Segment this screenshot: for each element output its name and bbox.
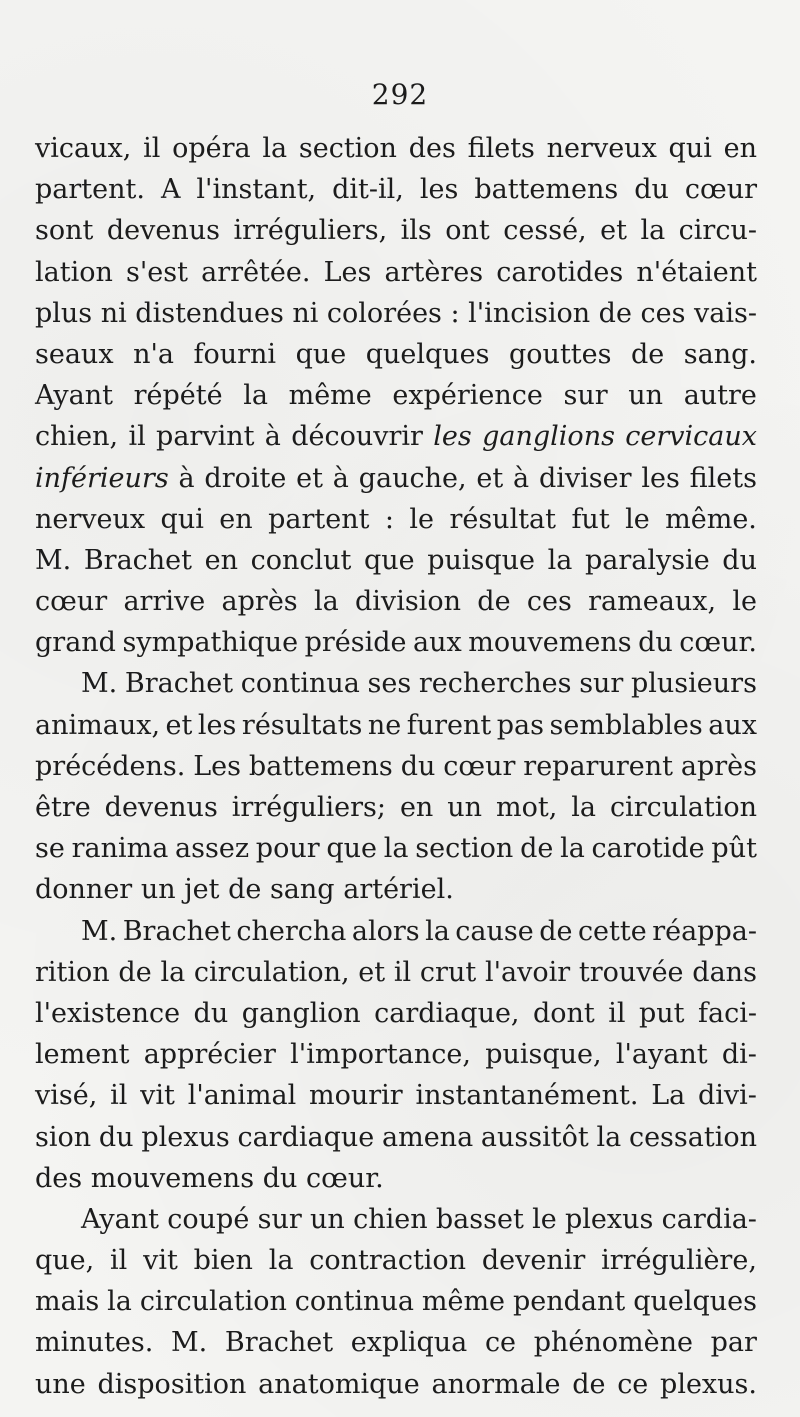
word: plexus: [141, 1121, 230, 1153]
word: et: [165, 709, 193, 741]
word: il: [128, 421, 146, 453]
word: jet: [184, 874, 220, 906]
word: basset: [435, 1203, 524, 1235]
word: du: [98, 1121, 134, 1153]
word: dans: [692, 956, 757, 988]
word: mouvemens: [90, 1162, 255, 1194]
word: division: [355, 586, 461, 618]
word: irrégulière,: [601, 1245, 757, 1277]
text-line: [35, 252, 757, 293]
word: M.: [35, 544, 72, 576]
word: la: [313, 586, 339, 618]
word: l'avoir: [484, 956, 571, 988]
text-line: [35, 1158, 757, 1199]
word: sympathique: [122, 627, 299, 659]
word: trouvée: [578, 956, 684, 988]
word: chien: [353, 1203, 428, 1235]
word: cessation: [628, 1121, 757, 1153]
word: cardiaque: [237, 1121, 375, 1153]
word: en: [204, 544, 238, 576]
word: fut: [571, 503, 610, 535]
word: plexus.: [660, 1368, 757, 1400]
word: réappa-: [652, 915, 757, 947]
word: A: [160, 174, 181, 206]
word: battemens: [248, 750, 393, 782]
word: cette: [577, 915, 647, 947]
word: n'a: [133, 338, 174, 370]
body-text: [35, 128, 757, 1405]
word: colorées: [326, 297, 442, 329]
word: cessé,: [503, 215, 587, 247]
word: et: [476, 462, 504, 494]
word: de: [228, 874, 262, 906]
word: la: [268, 1245, 294, 1277]
word: que,: [35, 1245, 95, 1277]
word: en: [399, 792, 434, 823]
word: la: [425, 915, 450, 947]
word: sang: [269, 874, 335, 906]
word: puisque: [427, 544, 536, 576]
word: ce: [484, 1327, 517, 1359]
word: chercha: [236, 915, 347, 947]
word: dont: [533, 997, 595, 1029]
word: la: [160, 956, 186, 988]
word: irréguliers,: [233, 215, 388, 247]
word: plusieurs: [631, 668, 757, 700]
text-line: [35, 622, 757, 663]
word: anatomique: [258, 1368, 420, 1400]
word: de: [477, 586, 511, 618]
word: apprécier: [143, 1039, 276, 1071]
word: sang.: [683, 338, 757, 370]
word: plexus: [565, 1203, 654, 1235]
word: semblables: [549, 709, 703, 741]
word: résultats: [241, 709, 363, 741]
word: cœur.: [679, 627, 757, 659]
text-line: [35, 1240, 757, 1281]
word: ni: [100, 297, 127, 329]
word: autre: [683, 380, 757, 412]
word: donner: [35, 874, 133, 906]
word: lement: [35, 1039, 130, 1071]
word: filets: [467, 133, 535, 164]
word: crut: [419, 956, 477, 988]
word: amena: [382, 1121, 474, 1153]
word: chien,: [35, 421, 119, 453]
word: faci-: [698, 997, 757, 1029]
word: découvrir: [291, 421, 423, 453]
word: circulation: [609, 792, 757, 823]
word: vais-: [693, 297, 757, 329]
word: rameaux,: [588, 586, 717, 618]
word: cardiaque,: [374, 997, 520, 1029]
text-line: [35, 499, 757, 540]
word: expliqua: [350, 1327, 468, 1359]
word: :: [384, 503, 394, 535]
text-line: [35, 128, 757, 169]
word: la: [262, 133, 288, 164]
word: les: [433, 421, 472, 453]
word: ces: [640, 297, 686, 329]
word: ce: [617, 1368, 649, 1400]
word: des: [35, 1162, 83, 1194]
word: Les: [323, 256, 372, 288]
word: même: [421, 1286, 506, 1318]
word: la: [107, 1286, 132, 1318]
word: les: [197, 709, 237, 741]
word: de: [118, 956, 152, 988]
text-line: [35, 1199, 757, 1240]
word: circu-: [678, 215, 757, 247]
word: de: [539, 915, 573, 947]
word: à: [178, 462, 195, 494]
word: cœur.: [306, 1162, 384, 1194]
word: section: [415, 833, 514, 865]
text-line: [35, 581, 757, 622]
word: aux: [708, 709, 757, 741]
word: ses: [367, 668, 412, 700]
word: une: [35, 1368, 86, 1400]
word: préside: [304, 627, 407, 659]
word: après: [221, 586, 298, 618]
word: après: [680, 750, 757, 782]
text-line: [35, 1322, 757, 1363]
word: il: [110, 1245, 128, 1277]
text-line: [35, 334, 757, 375]
word: artériel.: [343, 874, 454, 906]
word: rition: [35, 956, 110, 988]
word: à: [264, 421, 281, 453]
word: le: [625, 503, 650, 535]
word: cœur: [684, 174, 757, 206]
text-line: [35, 746, 757, 787]
word: minutes.: [35, 1327, 154, 1359]
word: recherches: [418, 668, 572, 700]
word: la: [640, 215, 666, 247]
word: M.: [81, 668, 118, 700]
word: répété: [133, 380, 223, 412]
word: de: [572, 1368, 606, 1400]
word: continua: [240, 668, 360, 700]
word: ganglion: [241, 997, 361, 1029]
word: visé,: [35, 1080, 98, 1112]
word: pas: [496, 709, 545, 741]
word: nerveux: [35, 503, 146, 535]
word: circulation: [139, 1286, 287, 1318]
word: ganglions: [482, 421, 615, 453]
word: disposition: [97, 1368, 247, 1400]
word: grand: [35, 627, 116, 659]
word: il: [393, 956, 412, 988]
word: s'est: [126, 256, 188, 288]
word: M.: [170, 1327, 208, 1359]
text-line: [35, 1075, 757, 1116]
word: mot,: [496, 792, 558, 823]
word: circulation,: [193, 956, 350, 988]
word: Brachet: [124, 668, 234, 700]
word: à: [513, 462, 530, 494]
word: cardia-: [661, 1203, 757, 1235]
word: ils: [400, 215, 432, 247]
word: de: [520, 833, 554, 865]
text-line: [35, 1034, 757, 1075]
word: sont: [35, 215, 94, 247]
text-line: [35, 293, 757, 334]
word: la: [243, 380, 268, 412]
word: ne: [367, 709, 402, 741]
word: les: [641, 462, 680, 494]
text-line: [35, 458, 757, 499]
word: battemens: [474, 174, 619, 206]
word: seaux: [35, 338, 114, 370]
word: irréguliers;: [231, 792, 386, 823]
word: le: [532, 1203, 557, 1235]
word: nerveux: [546, 133, 657, 164]
word: Brachet: [224, 1327, 334, 1359]
word: l'existence: [35, 997, 181, 1029]
text-line: [35, 869, 757, 910]
word: il: [143, 133, 161, 164]
word: cœur: [443, 750, 516, 782]
word: Brachet: [122, 915, 231, 947]
word: aussitôt: [480, 1121, 589, 1153]
word: ni: [292, 297, 319, 329]
word: reparurent: [523, 750, 673, 782]
word: quelques: [633, 1286, 757, 1318]
word: par: [710, 1327, 757, 1359]
word: carotides: [496, 256, 624, 288]
word: parvint: [156, 421, 255, 453]
word: qui: [160, 503, 204, 535]
word: phénomène: [533, 1327, 693, 1359]
word: anormale: [431, 1368, 561, 1400]
word: diviser: [538, 462, 632, 494]
word: l'ayant: [615, 1039, 708, 1071]
word: instantanément.: [415, 1080, 639, 1112]
word: devenir: [481, 1245, 586, 1277]
word: qui: [668, 133, 712, 164]
word: un: [310, 1203, 345, 1235]
word: pour: [255, 833, 320, 865]
word: du: [634, 174, 669, 206]
word: put: [639, 997, 685, 1029]
word: du: [193, 997, 229, 1029]
word: section: [298, 133, 397, 164]
word: des: [408, 133, 456, 164]
word: en: [723, 133, 757, 164]
word: à: [332, 462, 349, 494]
word: et: [358, 956, 386, 988]
word: artères: [384, 256, 484, 288]
word: coupé: [167, 1203, 250, 1235]
word: le: [732, 586, 757, 618]
word: Ayant: [81, 1203, 159, 1235]
word: inférieurs: [35, 462, 169, 494]
word: en: [219, 503, 253, 535]
word: quelques: [365, 338, 490, 370]
word: pendant: [512, 1286, 626, 1318]
word: alors: [351, 915, 420, 947]
word: et: [296, 462, 323, 494]
text-line: [35, 663, 757, 704]
word: que: [326, 833, 378, 865]
word: divi-: [698, 1080, 757, 1112]
text-line: [35, 210, 757, 251]
word: de: [598, 297, 632, 329]
page-number: 292: [371, 78, 429, 111]
word: être: [35, 792, 91, 823]
word: expérience: [392, 380, 543, 412]
word: Ayant: [35, 380, 113, 412]
word: se: [35, 833, 65, 865]
word: M.: [81, 915, 118, 947]
word: ont: [445, 215, 490, 247]
word: gouttes: [509, 338, 612, 370]
text-line: [35, 1117, 757, 1158]
word: arrêtée.: [201, 256, 311, 288]
word: un: [628, 380, 664, 412]
word: contraction: [309, 1245, 467, 1277]
word: filets: [689, 462, 757, 494]
word: les: [419, 174, 459, 206]
word: di-: [721, 1039, 757, 1071]
word: droite: [204, 462, 287, 494]
word: cœur: [35, 586, 108, 618]
word: aux: [413, 627, 462, 659]
text-line: [35, 705, 757, 746]
word: continua: [294, 1286, 414, 1318]
word: sion: [35, 1121, 92, 1153]
word: conclut: [250, 544, 352, 576]
word: furent: [406, 709, 492, 741]
word: :: [450, 297, 460, 329]
word: l'incision: [468, 297, 591, 329]
word: la: [596, 1121, 622, 1153]
word: du: [262, 1162, 298, 1194]
word: sur: [257, 1203, 302, 1235]
word: dit-il,: [332, 174, 404, 206]
word: paralysie: [584, 544, 710, 576]
word: vit: [143, 1245, 178, 1277]
text-line: [35, 911, 757, 952]
text-line: [35, 993, 757, 1034]
text-line: [35, 787, 757, 828]
word: mais: [35, 1286, 100, 1318]
word: un: [140, 874, 176, 906]
word: le: [409, 503, 435, 535]
word: mourir: [308, 1080, 403, 1112]
word: partent: [268, 503, 370, 535]
text-line: [35, 952, 757, 993]
word: vit: [140, 1080, 175, 1112]
word: que: [363, 544, 415, 576]
word: lation: [35, 256, 113, 288]
word: même: [288, 380, 372, 412]
word: de: [630, 338, 665, 370]
text-line: [35, 540, 757, 581]
word: assez: [175, 833, 250, 865]
word: devenus: [104, 792, 218, 823]
word: fourni: [193, 338, 277, 370]
word: partent.: [35, 174, 145, 206]
word: la: [547, 544, 573, 576]
word: l'importance,: [290, 1039, 471, 1071]
word: Brachet: [83, 544, 193, 576]
word: la: [571, 792, 596, 823]
word: animaux,: [35, 709, 161, 741]
word: carotide: [591, 833, 705, 865]
word: du: [638, 627, 673, 659]
word: devenus: [106, 215, 220, 247]
word: que: [295, 338, 347, 370]
word: cause: [455, 915, 534, 947]
word: arrive: [123, 586, 206, 618]
word: puisque,: [485, 1039, 602, 1071]
word: ranima: [71, 833, 169, 865]
word: sur: [579, 668, 624, 700]
word: cervicaux: [625, 421, 757, 453]
word: n'étaient: [636, 256, 757, 288]
text-line: [35, 1364, 757, 1405]
text-line: [35, 375, 757, 416]
word: pût: [711, 833, 757, 865]
word: et: [600, 215, 627, 247]
word: il: [608, 997, 626, 1029]
word: même.: [665, 503, 757, 535]
word: vicaux,: [35, 133, 132, 164]
word: plus: [35, 297, 93, 329]
word: Les: [193, 750, 242, 782]
text-line: [35, 169, 757, 210]
text-line: [35, 1281, 757, 1322]
word: il: [110, 1080, 128, 1112]
word: du: [722, 544, 757, 576]
word: précédens.: [35, 750, 186, 782]
word: bien: [193, 1245, 253, 1277]
word: du: [400, 750, 436, 782]
word: la: [560, 833, 585, 865]
word: un: [447, 792, 483, 823]
word: gauche,: [358, 462, 467, 494]
word: l'instant,: [196, 174, 317, 206]
text-line: [35, 828, 757, 869]
word: ces: [526, 586, 572, 618]
word: La: [651, 1080, 686, 1112]
word: opéra: [172, 133, 251, 164]
word: mouvemens: [468, 627, 632, 659]
word: l'animal: [187, 1080, 297, 1112]
text-line: [35, 416, 757, 457]
word: distendues: [135, 297, 284, 329]
word: résultat: [449, 503, 557, 535]
word: la: [383, 833, 409, 865]
word: sur: [563, 380, 608, 412]
